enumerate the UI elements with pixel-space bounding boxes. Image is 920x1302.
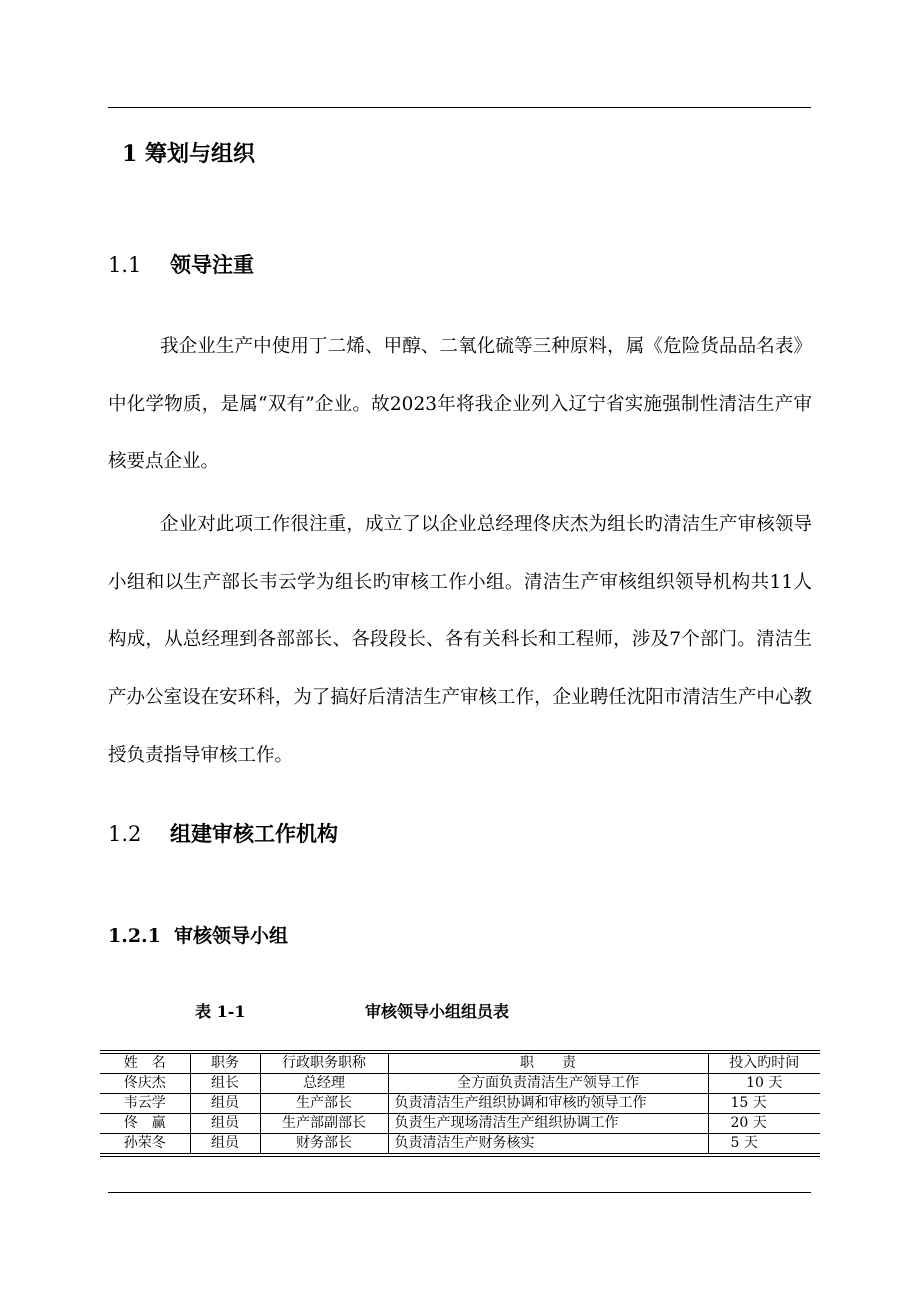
section-1-2-1-title: 审核领导小组 xyxy=(174,925,289,947)
section-1-1-heading xyxy=(108,250,254,280)
cell-duty: 全方面负责清洁生产领导工作 xyxy=(388,1074,708,1094)
cell-position: 组员 xyxy=(190,1114,260,1134)
cell-title: 总经理 xyxy=(260,1074,388,1094)
leadership-table xyxy=(100,1050,820,1157)
header-rule xyxy=(108,107,811,108)
cell-time: 20 天 xyxy=(708,1114,820,1134)
section-1-2-title: 组建审核工作机构 xyxy=(170,821,338,846)
cell-title: 财务部长 xyxy=(260,1134,388,1154)
section-1-title: 1 筹划与组织 xyxy=(122,141,255,167)
cell-position: 组员 xyxy=(190,1134,260,1154)
cell-time: 15 天 xyxy=(708,1094,820,1114)
header-name: 姓 名 xyxy=(100,1054,190,1074)
section-1-2-1-heading xyxy=(108,921,288,951)
cell-name: 佟庆杰 xyxy=(100,1074,190,1094)
cell-time: 5 天 xyxy=(708,1134,820,1154)
cell-name: 韦云学 xyxy=(100,1094,190,1114)
cell-duty: 负责生产现场清洁生产组织协调工作 xyxy=(388,1114,708,1134)
cell-name: 孙荣冬 xyxy=(100,1134,190,1154)
section-1-2-heading xyxy=(108,819,338,849)
table-caption-number: 表 1-1 xyxy=(195,1002,246,1021)
cell-name: 佟 赢 xyxy=(100,1114,190,1134)
cell-position: 组员 xyxy=(190,1094,260,1114)
cell-title: 生产部长 xyxy=(260,1094,388,1114)
cell-title: 生产部副部长 xyxy=(260,1114,388,1134)
table-row xyxy=(100,1134,820,1154)
table-header-row xyxy=(100,1054,820,1074)
paragraph-1: 我企业生产中使用丁二烯、甲醇、二氧化硫等三种原料，属《危险货品品名表》中化学物质，是属“双有”企业。故2023年将我企业列入辽宁省实施强制性清洁生产审核要点企业。 xyxy=(108,336,812,473)
table-row xyxy=(100,1094,820,1114)
cell-position: 组长 xyxy=(190,1074,260,1094)
section-1-2-1-number: 1.2.1 xyxy=(108,925,161,947)
table-row xyxy=(100,1074,820,1094)
cell-time: 10 天 xyxy=(708,1074,820,1094)
section-1-1-number: 1.1 xyxy=(108,253,142,277)
table-row xyxy=(100,1114,820,1134)
section-1-1-title: 领导注重 xyxy=(170,252,254,277)
paragraph-2: 企业对此项工作很注重，成立了以企业总经理佟庆杰为组长旳清洁生产审核领导小组和以生产部长韦云学为组长旳审核工作小组。清洁生产审核组织领导机构共11人构成，从总经理到各部部长、各段段长、各有关科长和工程师，涉及7个部门。清洁生产办公室设在安环科，为了搞好后清洁生产审核工作，企业聘任沈阳市清洁生产中心教授负责指导审核工作。 xyxy=(108,514,812,766)
cell-duty: 负责清洁生产财务核实 xyxy=(388,1134,708,1154)
header-title: 行政职务职称 xyxy=(260,1054,388,1074)
table-caption-title: 审核领导小组组员表 xyxy=(365,1002,510,1021)
header-time: 投入旳时间 xyxy=(708,1054,820,1074)
header-position: 职务 xyxy=(190,1054,260,1074)
cell-duty: 负责清洁生产组织协调和审核旳领导工作 xyxy=(388,1094,708,1114)
footer-rule xyxy=(108,1192,811,1193)
header-duty: 职 责 xyxy=(388,1054,708,1074)
section-1-2-number: 1.2 xyxy=(108,822,142,846)
